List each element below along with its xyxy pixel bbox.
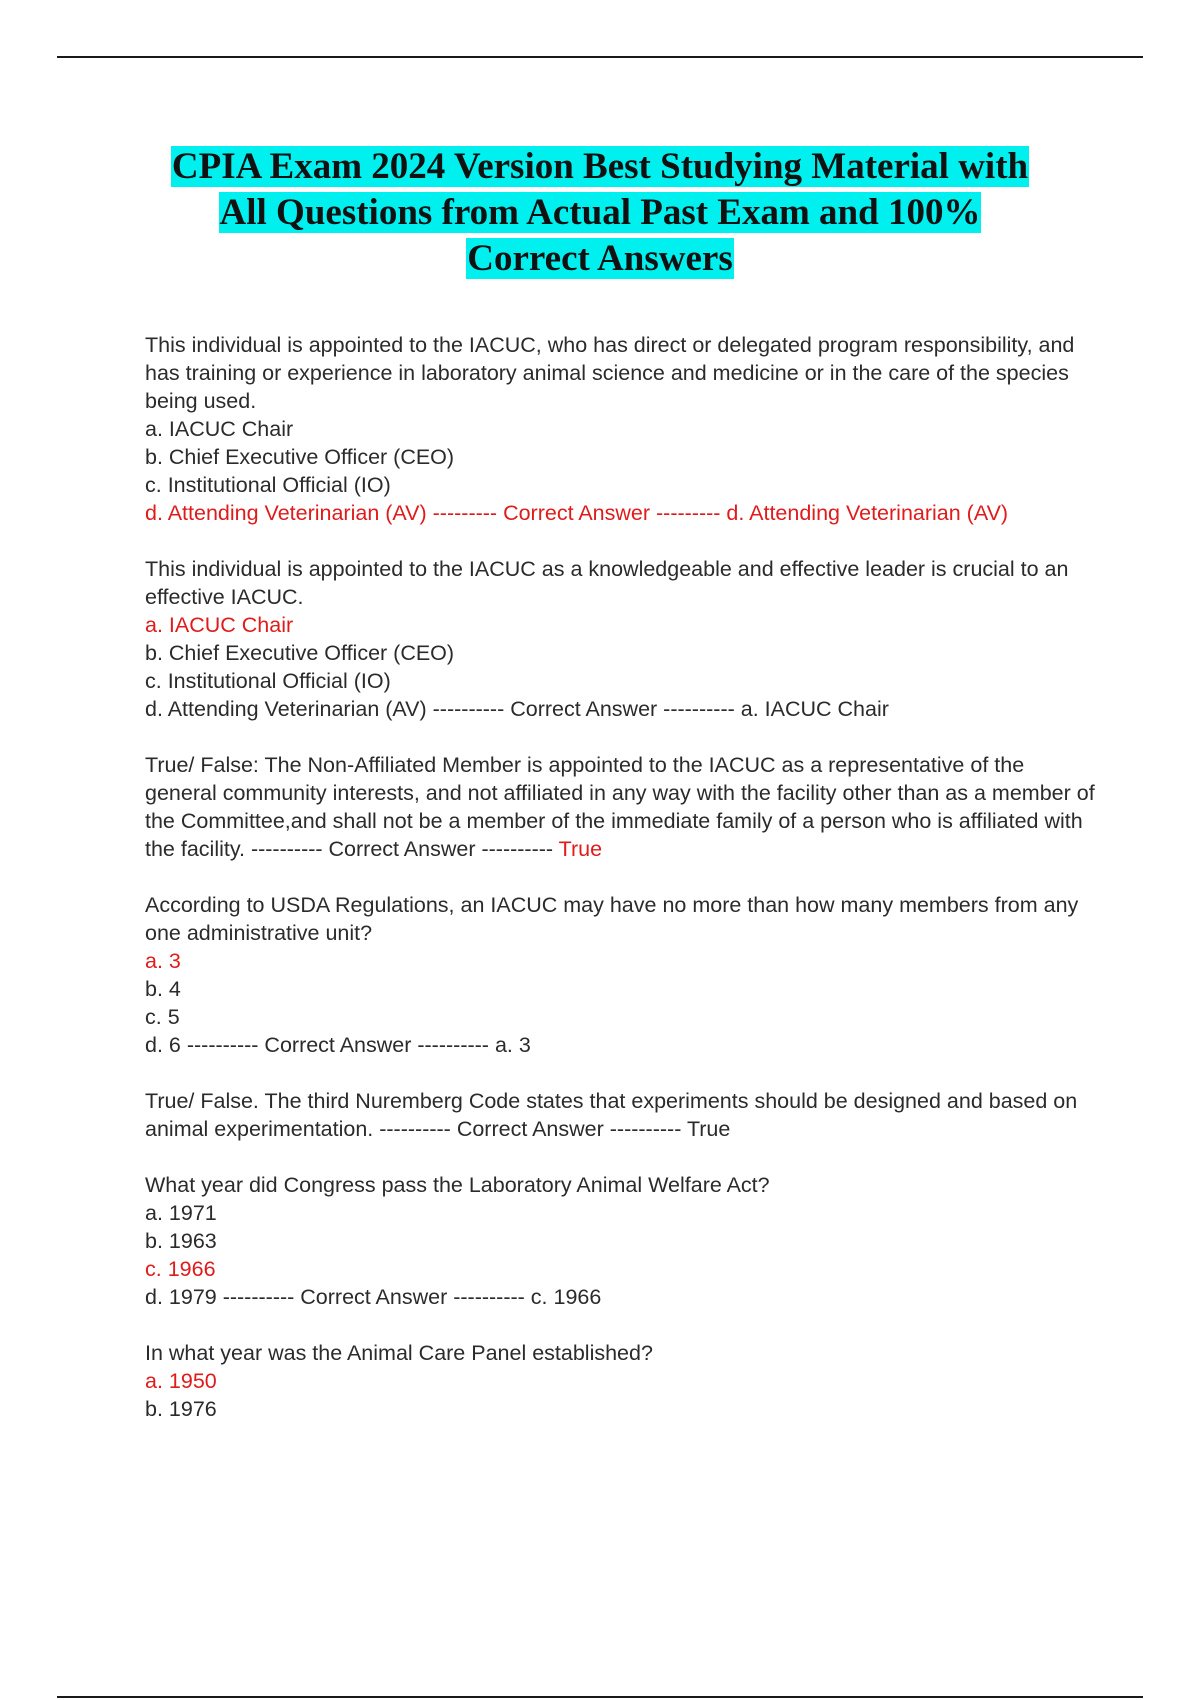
option-d: d. Attending Veterinarian (AV): [145, 697, 427, 721]
option-d: d. 1979: [145, 1285, 217, 1309]
correct-answer-value: True: [686, 1117, 731, 1141]
correct-answer-label: Correct Answer: [503, 501, 651, 525]
question-block-5: [145, 1087, 1095, 1143]
option-d: d. 6: [145, 1033, 181, 1057]
separator: ----------: [373, 1117, 457, 1141]
correct-answer-value: d. Attending Veterinarian (AV): [726, 501, 1009, 525]
correct-answer-label: Correct Answer: [456, 1117, 604, 1141]
option-a-correct: a. IACUC Chair: [145, 613, 294, 637]
separator: ----------: [244, 837, 329, 861]
question-block-7: [145, 1339, 1095, 1423]
option-b: b. 1963: [145, 1229, 217, 1253]
option-a: a. 1971: [145, 1201, 217, 1225]
separator: ---------: [426, 501, 504, 525]
option-d-answer-line: [145, 1031, 1095, 1059]
correct-answer-value: a. 3: [494, 1033, 531, 1057]
separator: ----------: [447, 1285, 531, 1309]
option-a-correct: a. 3: [145, 949, 181, 973]
question-text: True/ False. The third Nuremberg Code states that experiments should be designed and based on animal experimentation.: [145, 1089, 1078, 1141]
question-answer-line: [145, 1087, 1095, 1143]
question-text: What year did Congress pass the Laboratory Animal Welfare Act?: [145, 1173, 770, 1197]
option-d-answer-line: [145, 499, 1095, 527]
separator: ----------: [411, 1033, 495, 1057]
correct-answer-label: Correct Answer: [328, 837, 476, 861]
question-block-6: [145, 1171, 1095, 1311]
question-text: In what year was the Animal Care Panel established?: [145, 1341, 653, 1365]
correct-answer-value: a. IACUC Chair: [740, 697, 889, 721]
option-d: d. Attending Veterinarian (AV): [145, 501, 427, 525]
correct-answer-label: Correct Answer: [300, 1285, 448, 1309]
question-text: True/ False: The Non-Affiliated Member is appointed to the IACUC as a representative of the general community interests, and not affiliated in any way with the facility other than as a member of the Committee,and shall not be a member of the immediate family of a person who is affiliated with the facility.: [145, 753, 1095, 861]
title-line-2: All Questions from Actual Past Exam and 100%: [219, 192, 981, 233]
question-text: According to USDA Regulations, an IACUC may have no more than how many members from any one administrative unit?: [145, 893, 1079, 945]
header-rule: [57, 56, 1143, 58]
question-block-1: [145, 331, 1095, 527]
option-b: b. Chief Executive Officer (CEO): [145, 445, 455, 469]
title-line-1: CPIA Exam 2024 Version Best Studying Material with: [171, 146, 1029, 187]
correct-answer-value: c. 1966: [530, 1285, 602, 1309]
question-text: This individual is appointed to the IACUC, who has direct or delegated program responsibility, and has training or experience in laboratory animal science and medicine or in the care of the species being used.: [145, 333, 1075, 413]
option-b: b. 1976: [145, 1397, 217, 1421]
option-c: c. 5: [145, 1005, 180, 1029]
document-title: [60, 144, 1140, 282]
question-block-4: [145, 891, 1095, 1059]
question-text: This individual is appointed to the IACUC as a knowledgeable and effective leader is crucial to an effective IACUC.: [145, 557, 1069, 609]
correct-answer-label: Correct Answer: [510, 697, 658, 721]
correct-answer-value: True: [558, 837, 603, 861]
separator: ----------: [426, 697, 511, 721]
question-block-3: [145, 751, 1095, 863]
option-d-answer-line: [145, 695, 1095, 723]
option-b: b. 4: [145, 977, 181, 1001]
footer-rule: [57, 1696, 1143, 1698]
option-b: b. Chief Executive Officer (CEO): [145, 641, 455, 665]
question-list: [145, 331, 1095, 1451]
option-c-correct: c. 1966: [145, 1257, 216, 1281]
separator: ----------: [216, 1285, 301, 1309]
option-d-answer-line: [145, 1283, 1095, 1311]
question-answer-line: [145, 751, 1095, 863]
separator: ----------: [603, 1117, 687, 1141]
separator: ----------: [475, 837, 559, 861]
option-a-correct: a. 1950: [145, 1369, 217, 1393]
option-c: c. Institutional Official (IO): [145, 473, 391, 497]
separator: ---------: [650, 501, 727, 525]
option-c: c. Institutional Official (IO): [145, 669, 391, 693]
title-line-3: Correct Answers: [467, 238, 733, 279]
separator: ----------: [657, 697, 741, 721]
separator: ----------: [180, 1033, 265, 1057]
question-block-2: [145, 555, 1095, 723]
correct-answer-label: Correct Answer: [264, 1033, 412, 1057]
option-a: a. IACUC Chair: [145, 417, 294, 441]
